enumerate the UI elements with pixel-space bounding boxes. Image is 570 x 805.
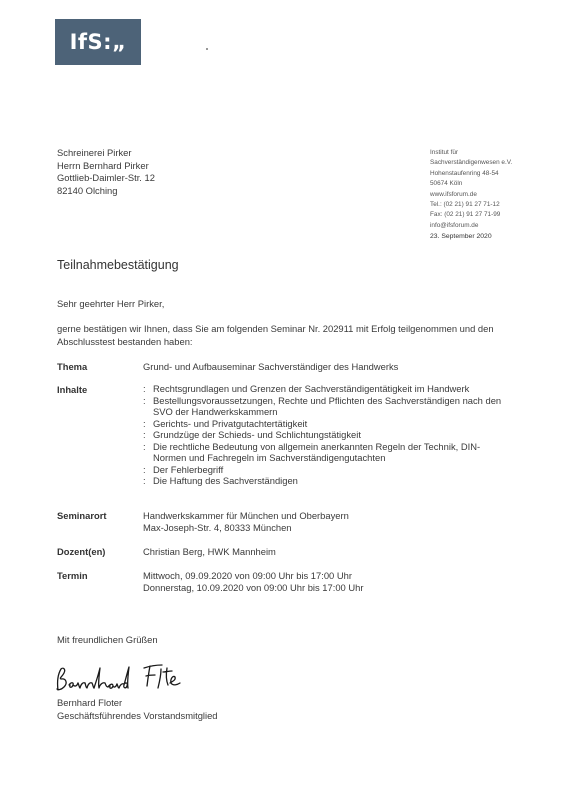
dozent-value: Christian Berg, HWK Mannheim <box>143 546 276 557</box>
sender-website: www.ifsforum.de <box>430 190 477 198</box>
signer-role: Geschäftsführendes Vorstandsmitglied <box>57 709 218 721</box>
signer-block <box>57 697 218 722</box>
termin-label: Termin <box>57 570 88 581</box>
seminarort-value <box>143 510 349 533</box>
list-item-text: Grundzüge der Schieds- und Schlichtungstätigkeit <box>153 429 361 440</box>
recipient-line: Gottlieb-Daimler-Str. 12 <box>57 172 155 183</box>
recipient-line: 82140 Olching <box>57 184 118 196</box>
intro-line: Abschlusstest bestanden haben: <box>57 335 193 347</box>
list-item-text: Der Fehlerbegriff <box>153 463 224 475</box>
list-item-text: Die Haftung des Sachverständigen <box>153 475 298 486</box>
sender-phone: Tel.: (02 21) 91 27 71-12 <box>430 201 500 209</box>
recipient-line: Herrn Bernhard Pirker <box>57 159 149 171</box>
list-item-text: Die rechtliche Bedeutung von allgemein anerkannten Regeln der Technik, DIN-Normen und Fachregeln im Sachverständigengutachten <box>153 440 481 463</box>
inhalte-list <box>143 383 513 487</box>
letter-date: 23. September 2020 <box>430 233 492 241</box>
list-item-text: Gerichts- und Privatgutachtertätigkeit <box>153 417 308 429</box>
termin-value <box>143 570 363 593</box>
sender-line: Sachverständigenwesen e.V. <box>430 159 513 167</box>
list-item-text: Bestellungsvoraussetzungen, Rechte und Pflichten des Sachverständigen nach den SVO der Handwerkskammern <box>153 394 502 417</box>
seminarort-label: Seminarort <box>57 510 107 521</box>
recipient-line: Schreinerei Pirker <box>57 147 132 158</box>
list-item: : Rechtsgrundlagen und Grenzen der Sachverständigentätigkeit im Handwerk <box>143 383 513 395</box>
termin-line: Donnerstag, 10.09.2020 von 09:00 Uhr bis 17:00 Uhr <box>143 581 364 593</box>
scan-speck <box>206 48 208 50</box>
list-item-text: Rechtsgrundlagen und Grenzen der Sachverständigentätigkeit im Handwerk <box>153 383 470 394</box>
inhalte-label: Inhalte <box>57 384 88 395</box>
list-item: : Gerichts- und Privatgutachtertätigkeit <box>143 418 513 430</box>
sender-fax: Fax: (02 21) 91 27 71-99 <box>430 211 501 219</box>
seminarort-line: Handwerkskammer für München und Oberbayern <box>143 510 349 521</box>
sender-block <box>430 148 512 243</box>
list-item: : Der Fehlerbegriff <box>143 464 513 476</box>
thema-label: Thema <box>57 361 88 372</box>
ifs-logo: IfS:„ <box>55 19 141 65</box>
recipient-address <box>57 147 155 197</box>
list-item: : Die Haftung des Sachverständigen <box>143 475 513 487</box>
list-item: : Grundzüge der Schieds- und Schlichtungstätigkeit <box>143 429 513 441</box>
sender-line: 50674 Köln <box>430 180 463 188</box>
salutation: Sehr geehrter Herr Pirker, <box>57 298 165 309</box>
sender-line: Institut für <box>430 149 459 156</box>
closing: Mit freundlichen Grüßen <box>57 634 158 645</box>
termin-line: Mittwoch, 09.09.2020 von 09:00 Uhr bis 17:00 Uhr <box>143 570 352 581</box>
dozent-label: Dozent(en) <box>57 546 106 557</box>
intro-line: gerne bestätigen wir Ihnen, dass Sie am folgenden Seminar Nr. 202911 mit Erfolg teilgenommen und den <box>57 323 494 334</box>
sender-email: info@ifsforum.de <box>430 221 479 229</box>
signer-name: Bernhard Floter <box>57 697 123 708</box>
thema-value: Grund- und Aufbauseminar Sachverständiger des Handwerks <box>143 361 399 372</box>
sender-line: Hohenstaufenring 48-54 <box>430 169 499 177</box>
list-item: : Bestellungsvoraussetzungen, Rechte und Pflichten des Sachverständigen nach den SVO der Handwerkskammern <box>143 395 513 418</box>
letter-title: Teilnahmebestätigung <box>57 258 179 272</box>
list-item: : Die rechtliche Bedeutung von allgemein anerkannten Regeln der Technik, DIN-Normen und Fachregeln im Sachverständigengutachten <box>143 441 513 464</box>
intro-paragraph <box>57 323 527 348</box>
seminarort-line: Max-Joseph-Str. 4, 80333 München <box>143 521 292 533</box>
